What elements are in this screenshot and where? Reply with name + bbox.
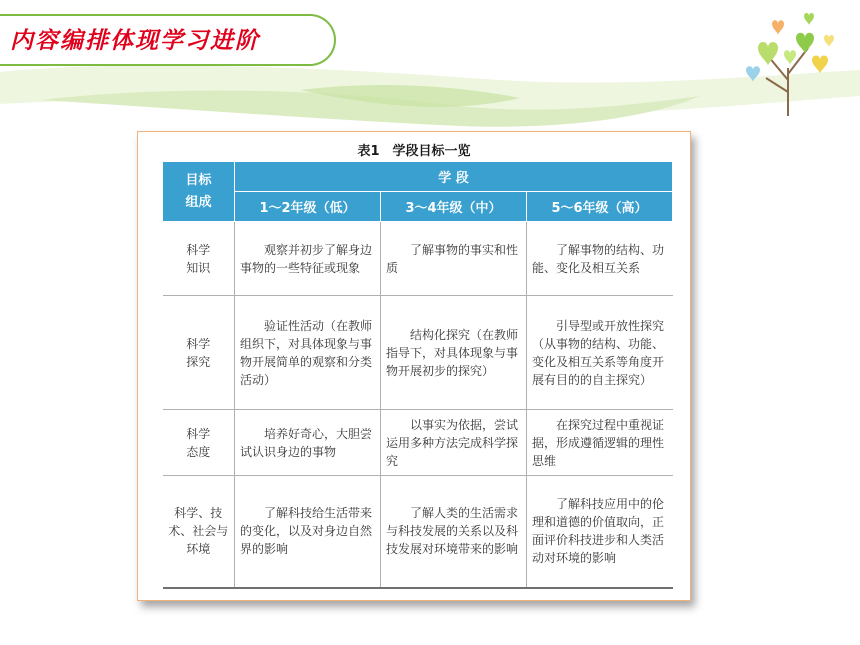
table-row xyxy=(163,476,673,588)
dimension-cell: 科学探究 xyxy=(163,296,235,410)
column-header: 5～6年级（高） xyxy=(527,192,673,222)
table-cell: 引导型或开放性探究（从事物的结构、功能、变化及相互关系等角度开展有目的的自主探究） xyxy=(527,296,673,410)
table-row xyxy=(163,296,673,410)
table-cell: 以事实为依据，尝试运用多种方法完成科学探究 xyxy=(381,410,527,476)
dimension-cell: 科学、技术、社会与环境 xyxy=(163,476,235,588)
table-cell: 了解科技给生活带来的变化，以及对身边自然界的影响 xyxy=(235,476,381,588)
column-header: 3～4年级（中） xyxy=(381,192,527,222)
table-row xyxy=(163,222,673,296)
table-caption: 表1 学段目标一览 xyxy=(357,144,471,159)
table-cell: 观察并初步了解身边事物的一些特征或现象 xyxy=(235,222,381,296)
table-cell: 了解科技应用中的伦理和道德的价值取向，正面评价科技进步和人类活动对环境的影响 xyxy=(527,476,673,588)
table-cell: 了解事物的结构、功能、变化及相互关系 xyxy=(527,222,673,296)
column-header: 1～2年级（低） xyxy=(235,192,381,222)
table-cell: 培养好奇心，大胆尝试认识身边的事物 xyxy=(235,410,381,476)
table-row xyxy=(163,410,673,476)
table-cell: 了解事物的事实和性质 xyxy=(381,222,527,296)
tree-icon xyxy=(728,8,840,118)
group-header: 学 段 xyxy=(235,162,673,192)
dimension-cell: 科学态度 xyxy=(163,410,235,476)
table-cell: 验证性活动（在教师组织下，对具体现象与事物开展简单的观察和分类活动） xyxy=(235,296,381,410)
table-cell: 了解人类的生活需求与科技发展的关系以及科技发展对环境带来的影响 xyxy=(381,476,527,588)
table-cell: 在探究过程中重视证据，形成遵循逻辑的理性思维 xyxy=(527,410,673,476)
dimension-cell: 科学知识 xyxy=(163,222,235,296)
table-card xyxy=(137,131,691,601)
slide-title: 内容编排体现学习进阶 xyxy=(10,27,260,54)
table-cell: 结构化探究（在教师指导下，对具体现象与事物开展初步的探究） xyxy=(381,296,527,410)
corner-header: 目标组成 xyxy=(163,162,235,222)
stage-goals-table xyxy=(162,161,673,589)
